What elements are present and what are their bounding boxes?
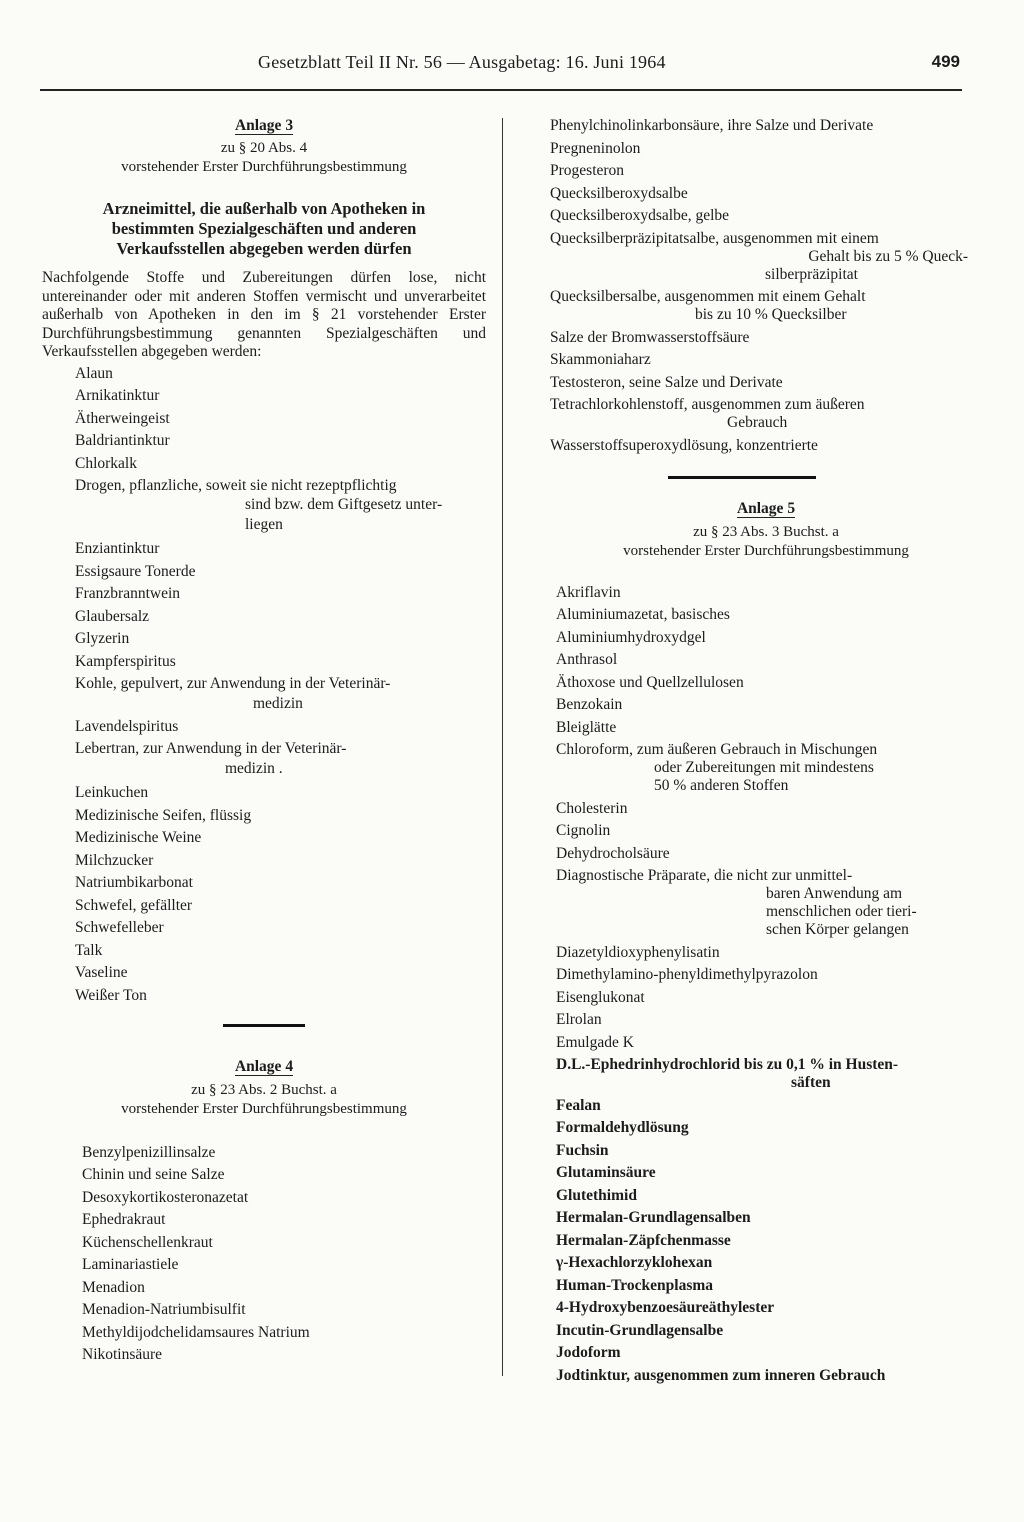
anlage-5-title: Anlage 5 <box>736 499 796 517</box>
header-rule <box>40 89 962 91</box>
list-item: Talk <box>75 941 103 959</box>
list-item: Ätherweingeist <box>75 409 170 427</box>
list-item: Weißer Ton <box>75 986 147 1004</box>
list-item: Desoxykortikosteronazetat <box>82 1188 249 1206</box>
list-item: Diazetyldioxyphenylisatin <box>556 943 720 961</box>
list-item: Drogen, pflanzliche, soweit sie nicht rezeptpflichtig sind bzw. dem Giftgesetz unter- liegen <box>75 477 443 533</box>
list-item: Alaun <box>75 364 113 382</box>
list-item: Skammoniaharz <box>550 351 651 368</box>
list-item: Quecksilbersalbe, ausgenommen mit einem Gehalt bis zu 10 % Quecksilber <box>550 288 866 323</box>
list-item: Kampferspiritus <box>75 652 176 670</box>
list-item: Baldriantinktur <box>75 432 170 449</box>
list-item: Lebertran, zur Anwendung in der Veterinär- medizin . <box>75 740 347 777</box>
list-item: Essigsaure Tonerde <box>75 562 196 580</box>
list-item: Emulgade K <box>556 1033 634 1051</box>
list-item: Hermalan-Zäpfchenmasse <box>556 1231 731 1249</box>
list-item: Chlorkalk <box>75 454 137 472</box>
list-item: Enziantinktur <box>75 540 160 557</box>
list-item: Medizinische Seifen, flüssig <box>75 806 252 824</box>
anlage-3-ref-1: zu § 20 Abs. 4 <box>220 140 308 156</box>
list-item: Nikotinsäure <box>82 1346 163 1363</box>
list-item: Laminariastiele <box>82 1256 179 1273</box>
anlage-3-title: Anlage 3 <box>234 117 294 134</box>
list-item: Aluminiumazetat, basisches <box>556 606 730 623</box>
list-item: Schwefelleber <box>75 919 164 936</box>
list-item: Quecksilberoxydsalbe <box>550 184 688 202</box>
list-item: Dehydrocholsäure <box>556 844 670 862</box>
list-item: Benzylpenizillinsalze <box>82 1143 216 1161</box>
list-item: Formaldehydlösung <box>556 1119 689 1136</box>
list-item: Ephedrakraut <box>82 1211 166 1228</box>
header-title: Gesetzblatt Teil II Nr. 56 — Ausgabetag: 16. Juni 1964 <box>258 52 666 72</box>
list-item: Salze der Bromwasserstoffsäure <box>550 328 750 346</box>
list-item: Kohle, gepulvert, zur Anwendung in der Veterinär- medizin <box>75 675 391 712</box>
list-item: Fealan <box>556 1096 601 1114</box>
list-item: Fuchsin <box>556 1141 609 1159</box>
list-item: Küchenschellenkraut <box>82 1233 213 1251</box>
list-item: Schwefel, gefällter <box>75 896 193 914</box>
page-header <box>40 52 962 84</box>
list-item: Jodtinktur, ausgenommen zum inneren Gebrauch <box>556 1366 886 1384</box>
anlage-3-ref-2: vorstehender Erster Durchführungsbestimmung <box>121 159 407 175</box>
list-item: Human-Trockenplasma <box>556 1276 714 1294</box>
list-item: Benzokain <box>556 696 623 713</box>
list-item: Glutaminsäure <box>556 1164 656 1181</box>
list-item: Menadion <box>82 1278 145 1296</box>
list-item: Testosteron, seine Salze und Derivate <box>550 373 783 391</box>
anlage-5-ref-2: vorstehender Erster Durchführungsbestimmung <box>623 542 909 559</box>
list-item: Natriumbikarbonat <box>75 874 193 891</box>
list-item: Medizinische Weine <box>75 829 202 846</box>
list-item: Milchzucker <box>75 851 154 869</box>
list-item: Wasserstoffsuperoxydlösung, konzentrierte <box>550 436 818 454</box>
right-column <box>550 116 968 1388</box>
list-item: Chinin und seine Salze <box>82 1166 225 1183</box>
list-item: γ-Hexachlorzyklohexan <box>556 1254 713 1271</box>
list-item: Jodoform <box>556 1344 621 1361</box>
anlage-3-list <box>75 364 486 1006</box>
list-item: Aluminiumhydroxydgel <box>556 628 706 646</box>
list-item: Cholesterin <box>556 799 628 817</box>
list-item: Dimethylamino-phenyldimethylpyrazolon <box>556 966 818 983</box>
page-number: 499 <box>931 52 960 71</box>
list-item: Methyldijodchelidamsaures Natrium <box>82 1323 310 1341</box>
list-item: Bleiglätte <box>556 718 617 736</box>
anlage-4-list <box>82 1143 486 1366</box>
list-item: Tetrachlorkohlenstoff, ausgenommen zum äußeren Gebrauch <box>550 396 865 431</box>
list-item: Glaubersalz <box>75 607 150 625</box>
list-item: Pregneninolon <box>550 139 641 157</box>
list-item: Phenylchinolinkarbonsäure, ihre Salze und Derivate <box>550 117 874 134</box>
column-divider <box>502 118 503 1376</box>
list-item: Anthrasol <box>556 651 618 668</box>
anlage-3-continued-list <box>550 116 968 456</box>
section-separator <box>668 476 816 479</box>
list-item: Diagnostische Präparate, die nicht zur unmittel- baren Anwendung am menschlichen oder tieri- schen Körper gelangen <box>556 867 917 938</box>
list-item: Incutin-Grundlagensalbe <box>556 1321 724 1339</box>
list-item: 4-Hydroxybenzoesäureäthylester <box>556 1299 775 1316</box>
list-item: Elrolan <box>556 1011 602 1028</box>
list-item: Leinkuchen <box>75 784 149 801</box>
anlage-4-title: Anlage 4 <box>234 1057 294 1075</box>
anlage-4-ref-2: vorstehender Erster Durchführungsbestimmung <box>121 1100 407 1117</box>
list-item: Glyzerin <box>75 630 130 647</box>
list-item: Hermalan-Grundlagensalben <box>556 1209 751 1226</box>
list-item: Franzbranntwein <box>75 585 181 602</box>
list-item: Quecksilberpräzipitatsalbe, ausgenommen mit einem Gehalt bis zu 5 % Queck- silberpräzipitat <box>550 229 968 283</box>
list-item: Menadion-Natriumbisulfit <box>82 1301 246 1318</box>
section-separator <box>223 1024 305 1027</box>
anlage-5-ref-1: zu § 23 Abs. 3 Buchst. a <box>693 523 839 540</box>
list-item: Arnikatinktur <box>75 387 160 404</box>
anlage-4-ref-1: zu § 23 Abs. 2 Buchst. a <box>191 1081 337 1098</box>
list-item: Cignolin <box>556 822 611 839</box>
list-item: Progesteron <box>550 162 625 179</box>
list-item: Lavendelspiritus <box>75 717 179 735</box>
anlage-5-list <box>556 583 968 1386</box>
list-item: Quecksilberoxydsalbe, gelbe <box>550 207 730 224</box>
list-item: Vaseline <box>75 964 128 981</box>
list-item: D.L.-Ephedrinhydrochlorid bis zu 0,1 % in Husten- säften <box>556 1056 899 1091</box>
left-column <box>42 116 486 1368</box>
list-item: Eisenglukonat <box>556 988 645 1006</box>
intro-paragraph: Nachfolgende Stoffe und Zubereitungen dürfen lose, nicht untereinander oder mit anderen Stoffen vermischt und unverarbeitet außerhalb von Apotheken in den im § 21 vorstehender Erster Durchführungsbestimmung genannten Spezialgeschäften und Verkaufsstellen abgegeben werden: <box>42 269 486 360</box>
list-item: Chloroform, zum äußeren Gebrauch in Mischungen oder Zubereitungen mit mindestens 50 % anderen Stoffen <box>556 741 878 794</box>
section-heading: Arzneimittel, die außerhalb von Apotheken in bestimmten Spezialgeschäften und anderen Verkaufsstellen abgegeben werden dürfen <box>102 199 426 258</box>
list-item: Äthoxose und Quellzellulosen <box>556 673 744 691</box>
list-item: Glutethimid <box>556 1186 637 1204</box>
list-item: Akriflavin <box>556 583 621 601</box>
